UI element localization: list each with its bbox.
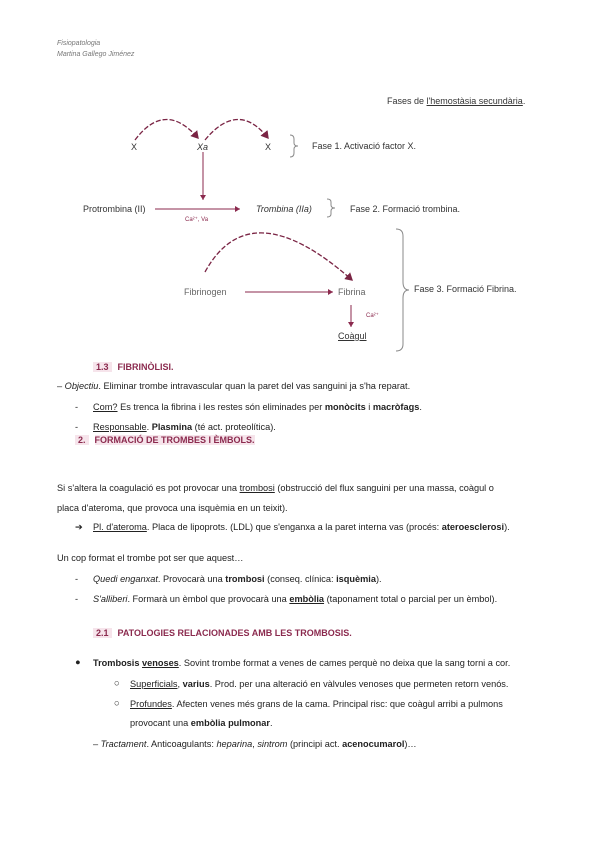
responsable-line: Responsable. Plasmina (té act. proteolítica). bbox=[93, 422, 276, 432]
section-2-heading: 2. FORMACIÓ DE TROMBES I ÈMBOLS. bbox=[75, 435, 255, 445]
cofactors-label: Ca²⁺, Va bbox=[185, 217, 209, 223]
fibrinogen-label: Fibrinogen bbox=[184, 287, 227, 297]
dash-marker: - bbox=[75, 402, 79, 412]
circle-bullet-icon: ○ bbox=[114, 678, 120, 688]
arrow-right-icon: ➔ bbox=[75, 522, 83, 532]
section-1-3-heading: 1.3 FIBRINÒLISI. bbox=[93, 362, 174, 372]
header-author: Martina Gallego Jiménez bbox=[57, 51, 135, 58]
phase2-label: Fase 2. Formació trombina. bbox=[350, 204, 461, 214]
bullet-icon: ● bbox=[75, 657, 81, 667]
brace-phase1 bbox=[290, 135, 298, 157]
dash-marker: - bbox=[75, 422, 79, 432]
factor-x-right: X bbox=[265, 142, 272, 152]
header-subject: Fisiopatologia bbox=[57, 40, 101, 47]
dash-marker: - bbox=[75, 594, 79, 604]
trombina-label: Trombina (IIa) bbox=[256, 204, 312, 214]
trombosis-venoses-line: Trombosis venoses. Sovint trombe format a venes de cames perquè no deixa que la sang torni a cor. bbox=[93, 658, 511, 668]
brace-phase2 bbox=[327, 199, 335, 217]
factor-xa: Xa bbox=[197, 142, 209, 152]
profundes-line: Profundes. Afecten venes més grans de la cama. Principal risc: que coàgul arribi a pulmons bbox=[130, 699, 503, 709]
phase3-label: Fase 3. Formació Fibrina. bbox=[414, 284, 517, 294]
arc-xa-to-x bbox=[205, 119, 268, 140]
dash-marker: - bbox=[75, 574, 79, 584]
arc-x-to-xa bbox=[135, 119, 198, 140]
arc-trombina-fibrina bbox=[205, 233, 352, 280]
trombosi-paragraph-line2: placa d'ateroma, que provoca una isquèmia en un teixit). bbox=[57, 503, 288, 513]
diagram-title: Fases de l'hemostàsia secundària. bbox=[387, 96, 526, 106]
ateroma-line: Pl. d'ateroma. Placa de lipoprots. (LDL) que s'enganxa a la paret interna vas (procés: ateroesclerosi). bbox=[93, 522, 510, 532]
phase1-label: Fase 1. Activació factor X. bbox=[312, 141, 417, 151]
circle-bullet-icon: ○ bbox=[114, 698, 120, 708]
com-line: Com? Es trenca la fibrina i les restes són eliminades per monòcits i macròfags. bbox=[93, 402, 422, 412]
protrombina-label: Protrombina (II) bbox=[83, 204, 146, 214]
fibrina-label: Fibrina bbox=[338, 287, 366, 297]
alliberi-line: S'alliberi. Formarà un èmbol que provocarà una embòlia (taponament total o parcial per un èmbol). bbox=[93, 594, 498, 604]
trombosi-paragraph-line1: Si s'altera la coagulació es pot provocar una trombosi (obstrucció del flux sanguini per una massa, coàgul o bbox=[57, 483, 494, 493]
section-2-1-heading: 2.1 PATOLOGIES RELACIONADES AMB LES TROMBOSIS. bbox=[93, 628, 352, 638]
enganxat-line: Quedi enganxat. Provocarà una trombosi (conseq. clínica: isquèmia). bbox=[93, 574, 382, 584]
objectiu-line: – Objectiu. Eliminar trombe intravascular quan la paret del vas sanguini ja s'ha reparat. bbox=[57, 381, 411, 391]
trombe-intro: Un cop format el trombe pot ser que aquest… bbox=[57, 553, 244, 563]
factor-x-left: X bbox=[131, 142, 138, 152]
superficials-line: Superficials, varius. Prod. per una alteració en vàlvules venoses que permeten retorn venós. bbox=[130, 679, 509, 689]
brace-phase3 bbox=[396, 229, 409, 351]
ca2-label: Ca²⁺ bbox=[366, 313, 379, 319]
profundes-line-cont: provocant una embòlia pulmonar. bbox=[130, 718, 273, 728]
tractament-line: – Tractament. Anticoagulants: heparina, sintrom (principi act. acenocumarol)… bbox=[93, 739, 417, 749]
coagul-label: Coàgul bbox=[338, 331, 367, 341]
